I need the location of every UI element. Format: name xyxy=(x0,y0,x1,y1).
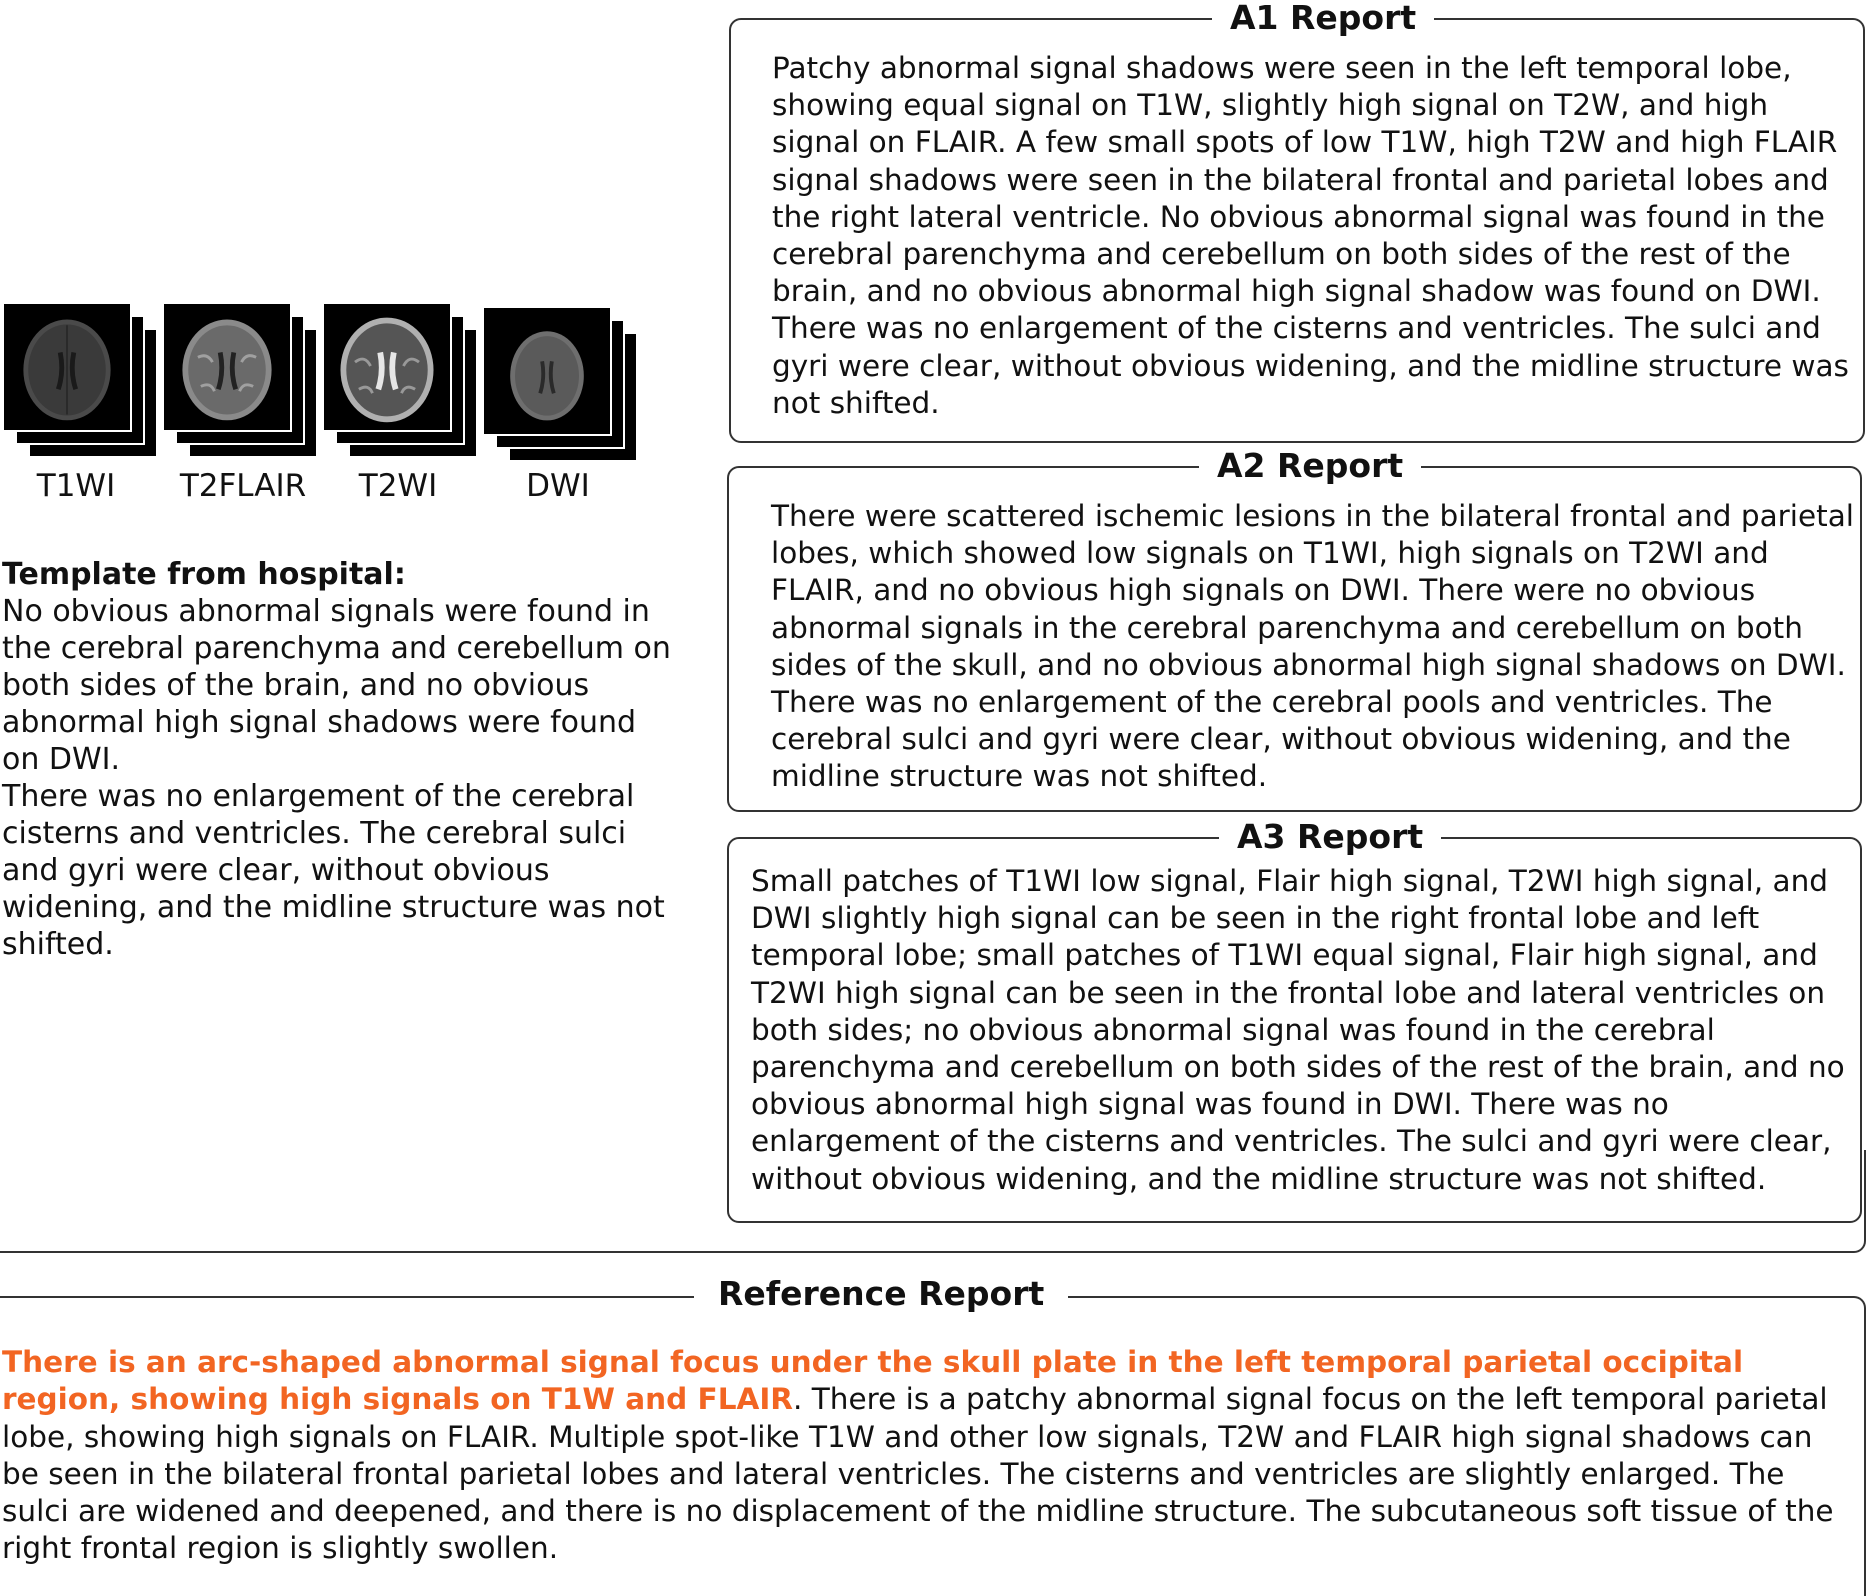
mri-label-dwi: DWI xyxy=(526,468,590,504)
a3-report-body: Small patches of T1WI low signal, Flair high signal, T2WI high signal, and DWI slightly high signal can be seen in the right frontal lobe and left temporal lobe; small patches of T1WI equal signal, Flair high signal, and T2WI high signal can be seen in the frontal lobe and lateral ventricles on both sides; no obvious abnormal signal was found in the cerebral parenchyma and cerebellum on both sides of the rest of the brain, and no obvious abnormal high signal was found in DWI. There was no enlargement of the cisterns and ventricles. The sulci and gyri were clear, without obvious widening, and the midline structure was not shifted. xyxy=(751,864,1845,1196)
mri-label-t2wi: T2WI xyxy=(358,468,438,504)
reference-rest: . There is a patchy abnormal signal focus on the left temporal parietal lobe, showing high signals on FLAIR. Multiple spot-like T1W and other low signals, T2W and FLAIR high signal shadows can be seen in the bilateral frontal parietal lobes and lateral ventricles. The cisterns and ventricles are slightly enlarged. The sulci are widened and deepened, and there is no displacement of the midline structure. The subcutaneous soft tissue of the right frontal region is slightly swollen. xyxy=(2,1382,1834,1566)
section-divider xyxy=(0,1150,1866,1253)
mri-slice-image-dwi xyxy=(482,306,612,436)
template-paragraph-1: No obvious abnormal signals were found in the cerebral parenchyma and cerebellum on both sides of the brain, and no obvious abnormal high signal shadows were found on DWI. xyxy=(2,594,671,777)
mri-stack-t1wi xyxy=(2,302,132,432)
mri-stack-t2wi xyxy=(322,302,452,432)
reference-report-title: Reference Report xyxy=(694,1274,1068,1314)
a2-report-title: A2 Report xyxy=(1199,446,1421,486)
a3-report-title: A3 Report xyxy=(1219,817,1441,857)
a2-report-box xyxy=(727,446,1862,812)
mri-label-t1wi: T1WI xyxy=(36,468,116,504)
mri-slice-image-t1wi xyxy=(2,302,132,432)
mri-slice-image-t2flair xyxy=(162,302,292,432)
reference-report-body xyxy=(2,1344,1857,1568)
a2-report-body: There were scattered ischemic lesions in the bilateral frontal and parietal lobes, which showed low signals on T1WI, high signals on T2WI and FLAIR, and no obvious high signals on DWI. There were no obvious abnormal signals in the cerebral parenchyma and cerebellum on both sides of the skull, and no obvious abnormal high signal shadows on DWI. There was no enlargement of the cerebral pools and ventricles. The cerebral sulci and gyri were clear, without obvious widening, and the midline structure was not shifted. xyxy=(771,499,1854,794)
mri-stack-dwi xyxy=(482,306,612,436)
mri-stack-t2flair xyxy=(162,302,292,432)
template-paragraph-2: There was no enlargement of the cerebral cisterns and ventricles. The cerebral sulci and gyri were clear, without obvious widening, and the midline structure was not shifted. xyxy=(2,779,665,962)
template-title: Template from hospital: xyxy=(2,557,406,592)
hospital-template xyxy=(2,556,672,963)
mri-label-t2flair: T2FLAIR xyxy=(179,468,307,504)
a1-report-body: Patchy abnormal signal shadows were seen in the left temporal lobe, showing equal signal on T1W, slightly high signal on T2W, and high signal on FLAIR. A few small spots of low T1W, high T2W and high FLAIR signal shadows were seen in the bilateral frontal and parietal lobes and the right lateral ventricle. No obvious abnormal signal was found in the cerebral parenchyma and cerebellum on both sides of the rest of the brain, and no obvious abnormal high signal shadow was found on DWI. There was no enlargement of the cisterns and ventricles. The sulci and gyri were clear, without obvious widening, and the midline structure was not shifted. xyxy=(772,51,1849,420)
a1-report-box xyxy=(729,0,1865,443)
mri-slice-image-t2wi xyxy=(322,302,452,432)
reference-highlight: There is an arc-shaped abnormal signal focus under the skull plate in the left temporal parietal occipital region, showing high signals on T1W and FLAIR xyxy=(2,1345,1744,1417)
a1-report-title: A1 Report xyxy=(1212,0,1434,38)
